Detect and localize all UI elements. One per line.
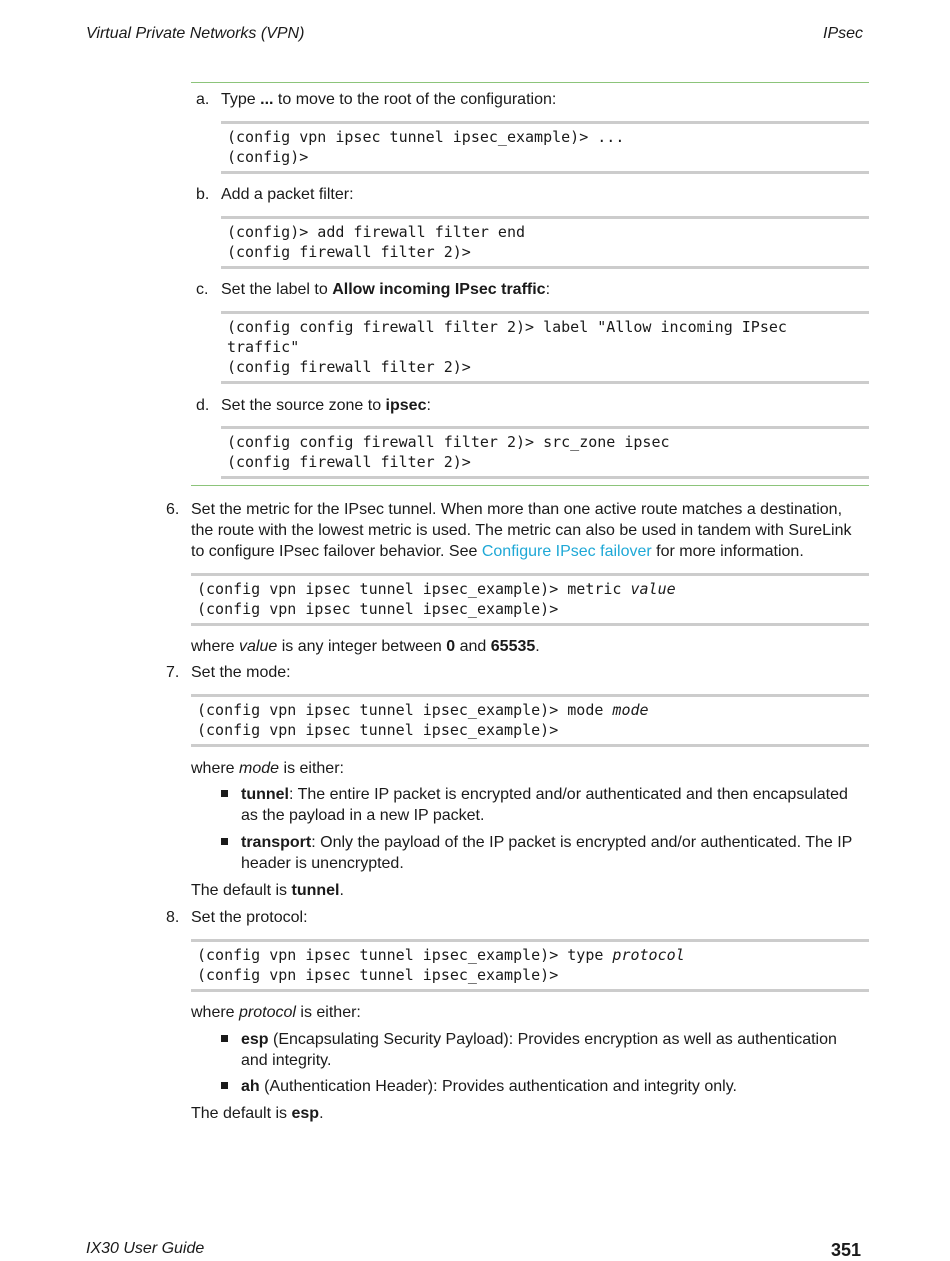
bullet-square-icon: [221, 790, 228, 797]
code-block-d: (config config firewall filter 2)> src_zone ipsec (config firewall filter 2)>: [221, 426, 869, 479]
substep-d-letter: d.: [196, 397, 210, 414]
protocol-esp-line-1: esp (Encapsulating Security Payload): Provides encryption as well as authentication: [241, 1031, 837, 1048]
mode-transport-line-1: transport: Only the payload of the IP packet is encrypted and/or authenticated. The IP: [241, 834, 853, 851]
substep-b-text: Add a packet filter:: [221, 186, 354, 203]
step-8-text: Set the protocol:: [191, 909, 308, 926]
code-block-b: (config)> add firewall filter end (config firewall filter 2)>: [221, 216, 869, 269]
bullet-square-icon: [221, 1035, 228, 1042]
code-block-mode: (config vpn ipsec tunnel ipsec_example)> mode mode (config vpn ipsec tunnel ipsec_example)>: [191, 694, 869, 747]
step-7-number: 7.: [166, 664, 180, 681]
step-6-line-1: Set the metric for the IPsec tunnel. When more than one active route matches a destination,: [191, 501, 843, 518]
substep-d-text: Set the source zone to ipsec:: [221, 397, 431, 414]
substep-b-letter: b.: [196, 186, 210, 203]
footer-guide-title: IX30 User Guide: [86, 1240, 205, 1257]
mode-default-text: The default is tunnel.: [191, 882, 344, 899]
mode-tunnel-line-2: as the payload in a new IP packet.: [241, 807, 485, 824]
step-6-line-3: to configure IPsec failover behavior. See Configure IPsec failover for more information.: [191, 543, 804, 560]
substep-a-text: Type ... to move to the root of the configuration:: [221, 91, 557, 108]
code-block-metric: (config vpn ipsec tunnel ipsec_example)> metric value (config vpn ipsec tunnel ipsec_example)>: [191, 573, 869, 626]
step-6-number: 6.: [166, 501, 180, 518]
bullet-square-icon: [221, 838, 228, 845]
code-block-c: (config config firewall filter 2)> label "Allow incoming IPsec traffic" (config firewall filter 2)>: [221, 311, 869, 384]
protocol-esp-line-2: and integrity.: [241, 1052, 332, 1069]
protocol-ah-line-1: ah (Authentication Header): Provides authentication and integrity only.: [241, 1078, 737, 1095]
step-7-text: Set the mode:: [191, 664, 291, 681]
protocol-default-text: The default is esp.: [191, 1105, 324, 1122]
substep-c-text: Set the label to Allow incoming IPsec traffic:: [221, 281, 551, 298]
page-number: 351: [831, 1240, 862, 1260]
mode-tunnel-line-1: tunnel: The entire IP packet is encrypted and/or authenticated and then encapsulated: [241, 786, 848, 803]
metric-range-note: where value is any integer between 0 and 65535.: [191, 638, 540, 655]
configure-ipsec-failover-link[interactable]: Configure IPsec failover: [481, 543, 652, 560]
running-header-left: Virtual Private Networks (VPN): [86, 25, 305, 42]
substep-c-letter: c.: [196, 281, 209, 298]
code-block-a: (config vpn ipsec tunnel ipsec_example)> ... (config)>: [221, 121, 869, 174]
substep-a-letter: a.: [196, 91, 210, 108]
substeps-top-rule: [191, 82, 869, 83]
protocol-where-text: where protocol is either:: [191, 1004, 361, 1021]
mode-where-text: where mode is either:: [191, 760, 344, 777]
step-6-line-2: the route with the lowest metric is used. The metric can also be used in tandem with SureLink: [191, 522, 852, 539]
code-block-type: (config vpn ipsec tunnel ipsec_example)> type protocol (config vpn ipsec tunnel ipsec_example)>: [191, 939, 869, 992]
substeps-bottom-rule: [191, 485, 869, 486]
running-header-right: IPsec: [823, 25, 864, 42]
bullet-square-icon: [221, 1082, 228, 1089]
step-8-number: 8.: [166, 909, 180, 926]
mode-transport-line-2: header is unencrypted.: [241, 855, 404, 872]
